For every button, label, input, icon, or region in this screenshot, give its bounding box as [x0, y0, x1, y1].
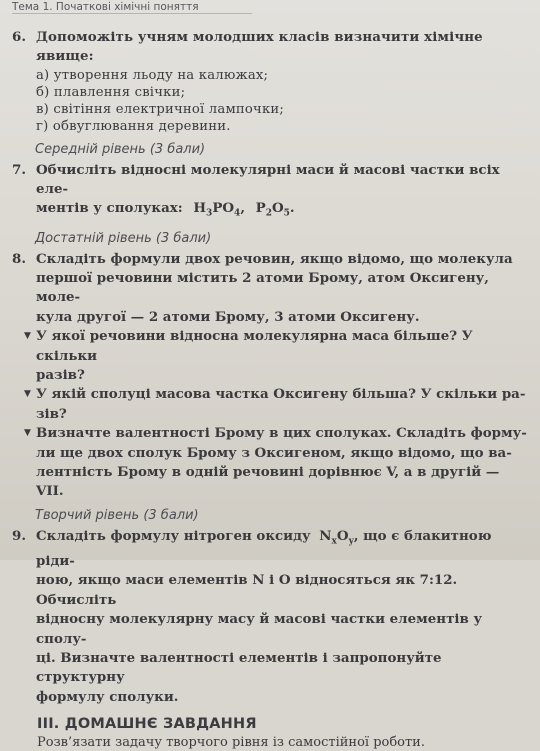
task-number: 6. [12, 29, 26, 45]
option-a: а) утворення льоду на калюжах; [36, 67, 269, 83]
bullet-icon: ▼ [24, 331, 31, 342]
task-number: 8. [12, 250, 26, 267]
level-heading-medium: Середній рівень (3 бали) [35, 141, 206, 157]
task-line: Обчисліть відносні молекулярні маси й масові частки всіх еле- [36, 161, 500, 198]
task-line: формулу сполуки. [36, 688, 179, 705]
task-6 [12, 28, 530, 67]
option-b: б) плавлення свічки; [36, 85, 186, 101]
bullet-icon: ▼ [24, 428, 31, 439]
task-text: Допоможіть учням молодших класів визначити хімічне явище: [36, 29, 483, 65]
bullet-item: ▼ Визначте валентності Брому в цих сполуках. Складіть форму- ли ще двох сполук Брому з Оксигеном, якщо відомо, що ва- лентність Брому в одній речовині дорівнює V, а в другій — VII. [24, 425, 527, 500]
task-line: ною, якщо маси елементів N і O відносяться як 7:12. Обчисліть [36, 572, 458, 608]
formula-p2o5: $P_2O_5$ [255, 200, 290, 220]
task-7 [12, 161, 530, 225]
task-line: Складіть формулу нітроген оксиду $N_xO_y$, що є блакитною ріди- [36, 527, 492, 569]
task-line-formulas: ментів у сполуках: $H_3PO_4$, $P_2O_5$. [36, 200, 295, 220]
section-heading-homework: III. ДОМАШНЄ ЗАВДАННЯ [37, 716, 257, 733]
level-heading-creative: Творчий рівень (3 бали) [35, 507, 199, 523]
formula-h3po4: $H_3PO_4$ [193, 200, 241, 220]
task-line: ці. Визначте валентності елементів і запропонуйте структурну [36, 649, 442, 686]
task-8 [12, 250, 530, 328]
homework-text: Розв’язати задачу творчого рівня із самостійної роботи. [37, 735, 425, 751]
page-header: Тема 1. Початкові хімічні поняття [12, 0, 252, 14]
task-number: 9. [12, 527, 26, 544]
task-line: кула другої — 2 атоми Брому, 3 атоми Оксигену. [36, 308, 420, 325]
task-9 [12, 527, 530, 707]
option-c: в) світіння електричної лампочки; [36, 102, 285, 118]
bullet-item: ▼ У якій сполуці масова частка Оксигену більша? У скільки ра- зів? [24, 386, 526, 422]
option-d: г) обвуглювання деревини. [36, 119, 231, 135]
formula-nxoy: $N_xO_y$ [319, 527, 354, 547]
bullet-item: ▼ У якої речовини відносна молекулярна маса більше? У скільки разів? [24, 328, 473, 383]
task-line: першої речовини містить 2 атоми Брому, атом Оксигену, моле- [36, 269, 489, 306]
task-line: Складіть формули двох речовин, якщо відомо, що молекула [36, 250, 513, 267]
task-line: відносну молекулярну масу й масові частки елементів у сполу- [36, 611, 483, 647]
level-heading-sufficient: Достатній рівень (3 бали) [35, 230, 212, 246]
task-6-options [12, 67, 530, 136]
task-number: 7. [12, 161, 26, 178]
bullet-icon: ▼ [24, 389, 31, 400]
